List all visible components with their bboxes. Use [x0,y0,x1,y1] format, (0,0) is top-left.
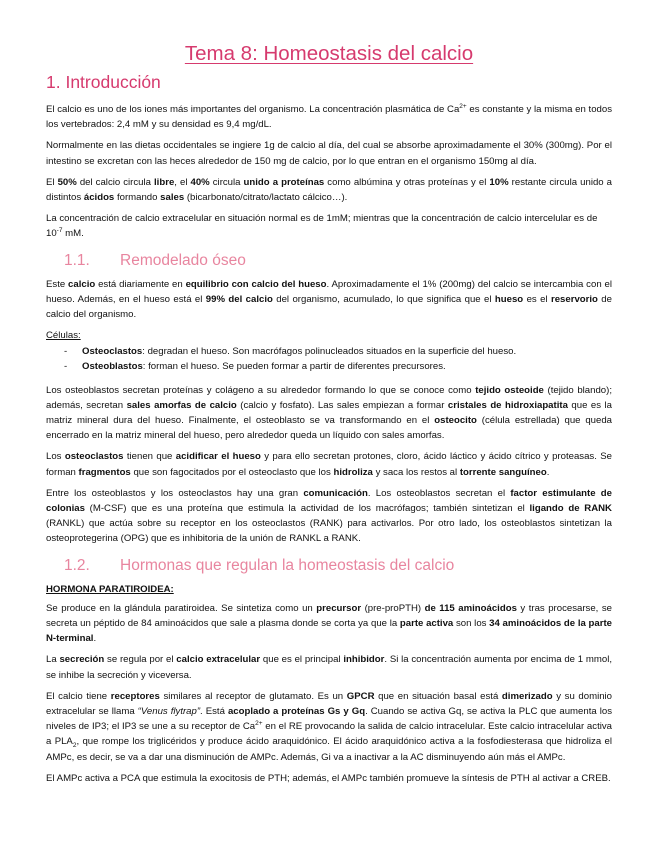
hormonas-paragraph-2: La secreción se regula por el calcio extracelular que es el principal inhibidor. Si la concentración aumenta por encima de 1 mmol, se inhibe la secreción y viceversa. [46,654,612,681]
intro-paragraph-3: El 50% del calcio circula libre, el 40% circula unido a proteínas como albúmina y otras proteínas y el 10% restante circula unido a distintos ácidos formando sales (bicarbonato/citrato/lactato cálcico…). [46,176,613,204]
list-item: - Osteoclastos: degradan el hueso. Son macrófagos polinucleados situados en la superficie del hueso. [64,346,517,358]
document-title: Tema 8: Homeostasis del calcio [184,42,474,65]
section-heading-remodelado-oseo: 1.1. Remodelado óseo [64,251,246,269]
remodelado-paragraph-2: Los osteoblastos secretan proteínas y colágeno a su alrededor formando lo que se conoce como tejido osteoide (tejido blando); además, secretan sales amorfas de calcio (calcio y fosfato). Las sales empiezan a formar cristales de hidroxiapatita que es la matriz mineral dura del hueso. Finalmente, el osteoblasto se va transformando en el osteocito (célula estrellada) que queda encerrado en la matriz mineral del hueso, pero alrededor queda un líquido con sales amorfas. [46,384,613,442]
hormonas-paragraph-3: El calcio tiene receptores similares al receptor de glutamato. Es un GPCR que en situación basal está dimerizado y su dominio extracelular se llama “Venus flytrap”. Está acoplado a proteínas Gs y Gq. Cuando se activa Gq, se activa la PLC que aumenta los niveles de IP3; el IP3 se une a su receptor de $Ca^{2+}$ en el RE provocando la salida de calcio intracelular. Este calcio intracelular activa a $PLA_2$, que rompe los triglicéridos y produce ácido araquidónico. El ácido araquidónico activa a la fosfodiesterasa que hidroliza el AMPc, es decir, se va a dar una disminución de AMPc. Además, Gi va a inactivar a la AC disminuyendo aún más el AMPc. [46,690,613,763]
celulas-label: Células: [46,330,81,342]
subheading-hormona-paratiroidea: HORMONA PARATIROIDEA: [46,583,174,595]
remodelado-paragraph-4: Entre los osteoblastos y los osteoclastos hay una gran comunicación. Los osteoblastos secretan el factor estimulante de colonias (M-CSF) que es una proteína que estimula la actividad de los macrófagos; también sintetizan el ligando de RANK (RANKL) que actúa sobre su receptor en los osteoclastos (RANK) para activarlos. Por otro lado, los osteoblastos sintetizan la osteoprotegerina (OPG) que es inhibitoria de la unión de RANKL a RANK. [46,487,612,545]
intro-paragraph-1: El calcio es uno de los iones más importantes del organismo. La concentración plasmática de $Ca^{2+}$ es constante y la misma en todos los vertebrados: 2,4 mM y su densidad es 9,4 mg/dL. [46,102,612,131]
intro-paragraph-4: La concentración de calcio extracelular en situación normal es de 1mM; mientras que la concentración de calcio intercelular es de $10^{-7}$ mM. [46,213,598,240]
section-heading-hormonas: 1.2. Hormonas que regulan la homeostasis del calcio [64,556,455,574]
remodelado-paragraph-3: Los osteoclastos tienen que acidificar el hueso y para ello secretan protones, cloro, ácido láctico y ácido cítrico y proteasas. Se forman fragmentos que son fagocitados por el osteoclasto que los hidroliza y saca los restos al torrente sanguíneo. [46,451,612,478]
hormonas-paragraph-1: Se produce en la glándula paratiroidea. Se sintetiza como un precursor (pre-proPTH) de 115 aminoácidos y tras procesarse, se secreta un péptido de 84 aminoácidos que sale a plasma donde se corta ya que la parte activa son los 34 aminoácidos de la parte N-terminal. [46,602,613,645]
section-heading-introduccion: 1. Introducción [46,72,161,92]
hormonas-paragraph-4: El AMPc activa a PCA que estimula la exocitosis de PTH; además, el AMPc también promueve la síntesis de PTH al activar a CREB. [46,772,611,784]
remodelado-paragraph-1: Este calcio está diariamente en equilibrio con calcio del hueso. Aproximadamente el 1% (200mg) del calcio se intercambia con el hueso. Además, en el hueso está el 99% del calcio del organismo, acumulado, lo que significa que el hueso es el reservorio de calcio del organismo. [46,278,612,321]
document-page [46,42,612,792]
cell-list [46,345,612,374]
intro-paragraph-2: Normalmente en las dietas occidentales se ingiere 1g de calcio al día, del cual se absorbe aproximadamente el 30% (300mg). Por el intestino se excretan con las heces alrededor de 150 mg de calcio, por lo que entran en el organismo 150mg al día. [46,140,612,167]
list-item: - Osteoblastos: forman el hueso. Se pueden formar a partir de diferentes precursores. [64,361,446,373]
